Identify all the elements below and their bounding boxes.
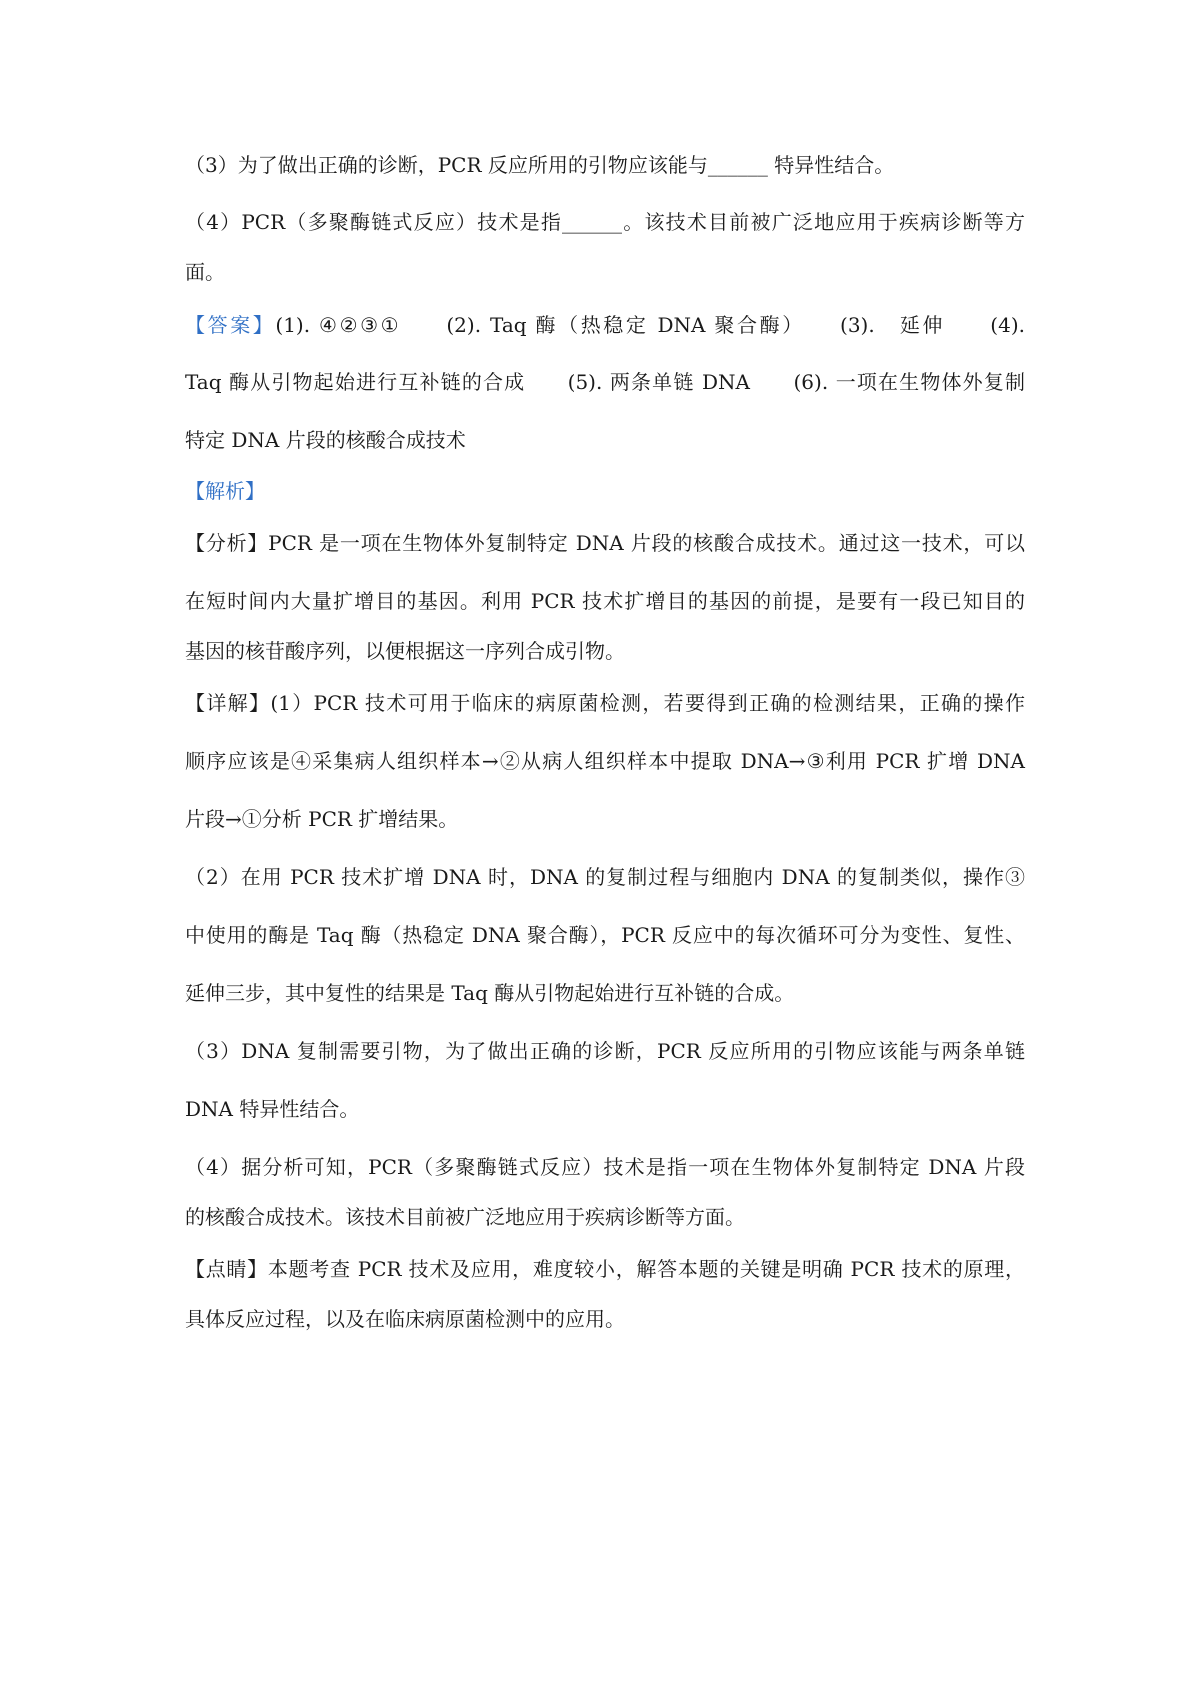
question-4-line-2: 面。 xyxy=(185,260,225,284)
analysis-line: 【分析】PCR 是一项在生物体外复制特定 DNA 片段的核酸合成技术。通过这一技术，可以 xyxy=(185,531,1025,555)
detail-line: 中使用的酶是 Taq 酶（热稳定 DNA 聚合酶），PCR 反应中的每次循环可分为变性、复性、 xyxy=(185,923,1025,947)
analysis-line: 基因的核苷酸序列，以便根据这一序列合成引物。 xyxy=(185,639,625,663)
detail-line: DNA 特异性结合。 xyxy=(185,1097,360,1121)
answer-label: 【答案】 xyxy=(185,313,276,337)
answer-line-1 xyxy=(185,310,1025,340)
analysis-label: 【解析】 xyxy=(185,479,265,503)
detail-line: 顺序应该是④采集病人组织样本→②从病人组织样本中提取 DNA→③利用 PCR 扩增 DNA xyxy=(185,749,1025,773)
question-3: （3）为了做出正确的诊断，PCR 反应所用的引物应该能与______ 特异性结合。 xyxy=(185,153,895,177)
question-4-line-1: （4）PCR（多聚酶链式反应）技术是指______。该技术目前被广泛地应用于疾病诊断等方 xyxy=(185,210,1025,234)
answer-line-1-text: (1). ④②③① (2). Taq 酶（热稳定 DNA 聚合酶） (3). 延伸 (4). xyxy=(275,313,1025,337)
summary-line: 具体反应过程，以及在临床病原菌检测中的应用。 xyxy=(185,1307,625,1331)
answer-line-2: Taq 酶从引物起始进行互补链的合成 (5). 两条单链 DNA (6). 一项在生物体外复制 xyxy=(185,370,1025,394)
summary-line: 【点睛】本题考查 PCR 技术及应用，难度较小，解答本题的关键是明确 PCR 技术的原理， xyxy=(185,1257,1025,1281)
detail-line: （2）在用 PCR 技术扩增 DNA 时，DNA 的复制过程与细胞内 DNA 的复制类似，操作③ xyxy=(185,865,1025,889)
answer-line-3: 特定 DNA 片段的核酸合成技术 xyxy=(185,428,466,452)
detail-line: 延伸三步，其中复性的结果是 Taq 酶从引物起始进行互补链的合成。 xyxy=(185,981,795,1005)
detail-line: 片段→①分析 PCR 扩增结果。 xyxy=(185,807,459,831)
detail-line: （3）DNA 复制需要引物，为了做出正确的诊断，PCR 反应所用的引物应该能与两条单链 xyxy=(185,1039,1025,1063)
detail-line: （4）据分析可知，PCR（多聚酶链式反应）技术是指一项在生物体外复制特定 DNA 片段 xyxy=(185,1155,1025,1179)
analysis-line: 在短时间内大量扩增目的基因。利用 PCR 技术扩增目的基因的前提，是要有一段已知目的 xyxy=(185,589,1025,613)
detail-line: 的核酸合成技术。该技术目前被广泛地应用于疾病诊断等方面。 xyxy=(185,1205,745,1229)
detail-line: 【详解】(1）PCR 技术可用于临床的病原菌检测，若要得到正确的检测结果，正确的操作 xyxy=(185,691,1025,715)
